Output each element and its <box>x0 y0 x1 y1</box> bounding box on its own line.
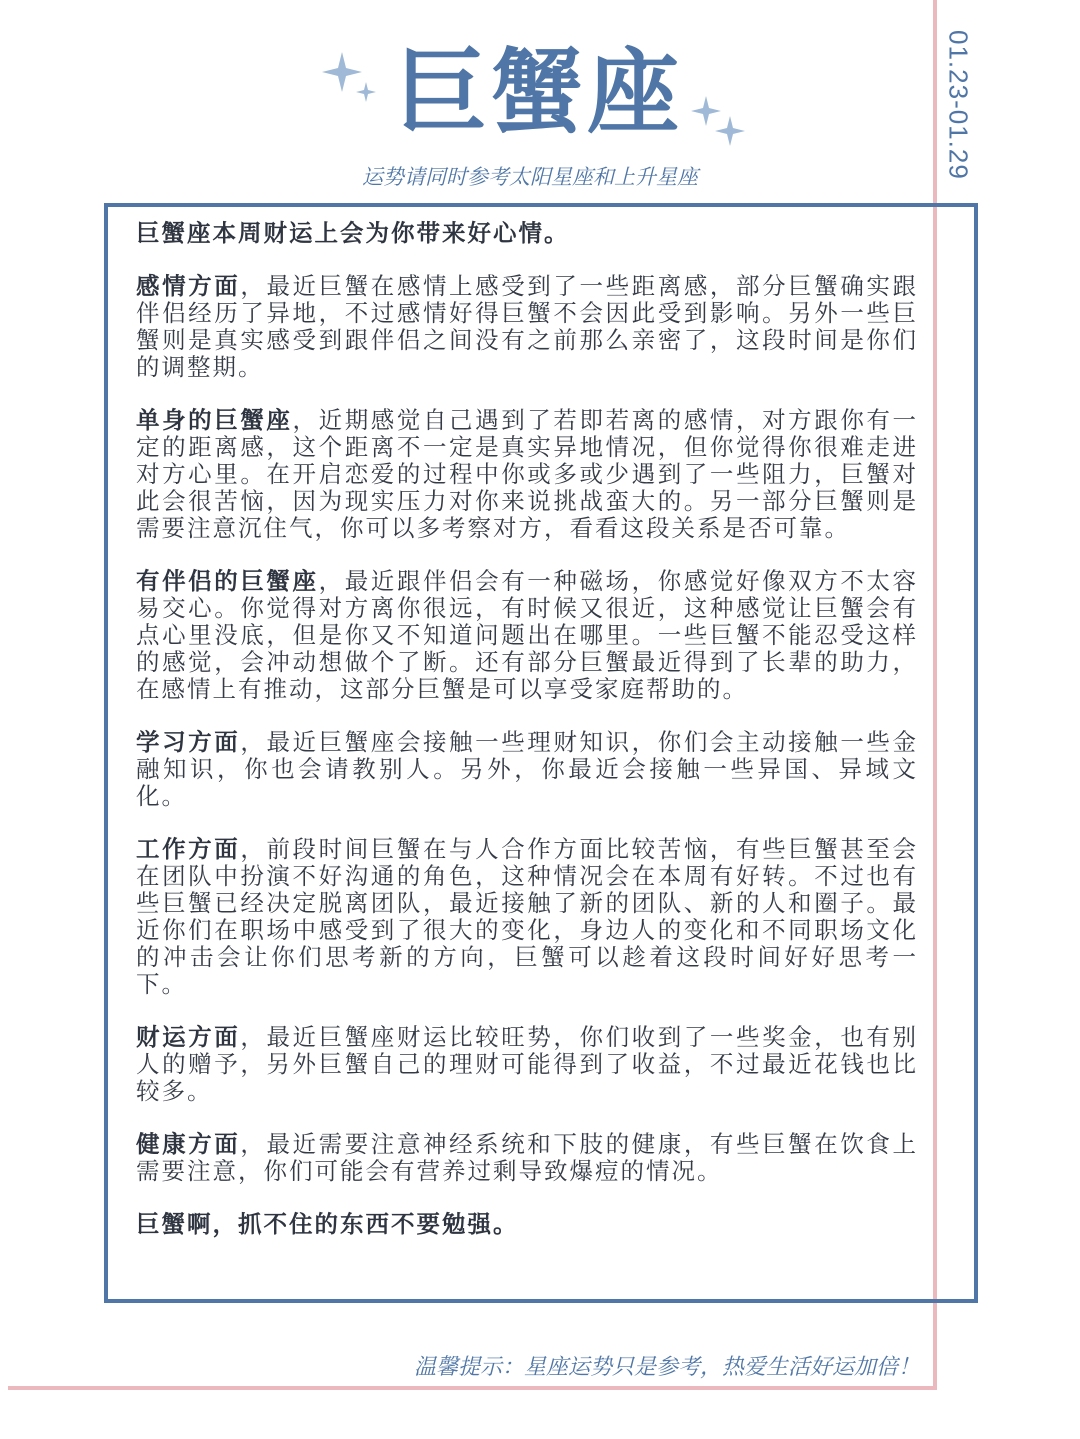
closing-text: 巨蟹啊，抓不住的东西不要勉强。 <box>136 1210 519 1238</box>
section-heading: 健康方面 <box>136 1130 241 1158</box>
section-paragraph <box>136 729 918 810</box>
section-text: ，最近跟伴侣会有一种磁场，你感觉好像双方不太容易交心。你觉得对方离你很远，有时候又很近，这种感觉让巨蟹会有点心里没底，但是你又不知道问题出在哪里。一些巨蟹不能忍受这样的感觉，会冲动想做个了断。还有部分巨蟹最近得到了长辈的助力，在感情上有推动，这部分巨蟹是可以享受家庭帮助的。 <box>136 567 919 703</box>
section-paragraph <box>136 407 918 542</box>
page-title: 巨蟹座 <box>395 39 684 146</box>
section-heading: 工作方面 <box>136 835 241 863</box>
section-text: ，最近需要注意神经系统和下肢的健康，有些巨蟹在饮食上需要注意，你们可能会有营养过剩导致爆痘的情况。 <box>136 1130 919 1185</box>
section-heading: 感情方面 <box>136 272 241 300</box>
section-heading: 有伴侣的巨蟹座 <box>136 567 319 595</box>
section-paragraph <box>136 273 918 381</box>
footer-tip: 温馨提示：星座运势只是参考，热爱生活好运加倍！ <box>413 1355 920 1380</box>
section-paragraph <box>136 836 918 998</box>
section-text: ，最近巨蟹在感情上感受到了一些距离感，部分巨蟹确实跟伴侣经历了异地，不过感情好得巨蟹不会因此受到影响。另外一些巨蟹则是真实感受到跟伴侣之间没有之前那么亲密了，这段时间是你们的调整期。 <box>136 272 919 381</box>
sparkle-icon-right <box>690 92 750 152</box>
section-text: ，近期感觉自己遇到了若即若离的感情，对方跟你有一定的距离感，这个距离不一定是真实异地情况，但你觉得你很难走进对方心里。在开启恋爱的过程中你或多或少遇到了一些阻力，巨蟹对此会很苦恼，因为现实压力对你来说挑战蛮大的。另一部分巨蟹则是需要注意沉住气，你可以多考察对方，看看这段关系是否可靠。 <box>136 406 919 542</box>
intro-paragraph <box>136 220 918 247</box>
section-text: ，最近巨蟹座会接触一些理财知识，你们会主动接触一些金融知识，你也会请教别人。另外，你最近会接触一些异国、异域文化。 <box>136 728 919 810</box>
decorative-horizontal-line <box>8 1386 937 1390</box>
section-text: ，最近巨蟹座财运比较旺势，你们收到了一些奖金，也有别人的赠予，另外巨蟹自己的理财可能得到了收益，不过最近花钱也比较多。 <box>136 1023 919 1105</box>
section-paragraph <box>136 568 918 703</box>
section-text: ，前段时间巨蟹在与人合作方面比较苦恼，有些巨蟹甚至会在团队中扮演不好沟通的角色，这种情况会在本周有好转。不过也有些巨蟹已经决定脱离团队，最近接触了新的团队、新的人和圈子。最近你们在职场中感受到了很大的变化，身边人的变化和不同职场文化的冲击会让你们思考新的方向，巨蟹可以趁着这段时间好好思考一下。 <box>136 835 919 998</box>
section-heading: 学习方面 <box>136 728 241 756</box>
section-paragraph <box>136 1131 918 1185</box>
sparkle-icon-left <box>322 50 382 110</box>
section-paragraph <box>136 1024 918 1105</box>
section-heading: 单身的巨蟹座 <box>136 406 293 434</box>
date-range: 01.23-01.29 <box>943 30 974 180</box>
closing-paragraph <box>136 1211 918 1238</box>
page-subtitle: 运势请同时参考太阳星座和上升星座 <box>362 165 698 189</box>
intro-text: 巨蟹座本周财运上会为你带来好心情。 <box>136 219 570 247</box>
horoscope-body <box>136 220 918 1264</box>
section-heading: 财运方面 <box>136 1023 241 1051</box>
